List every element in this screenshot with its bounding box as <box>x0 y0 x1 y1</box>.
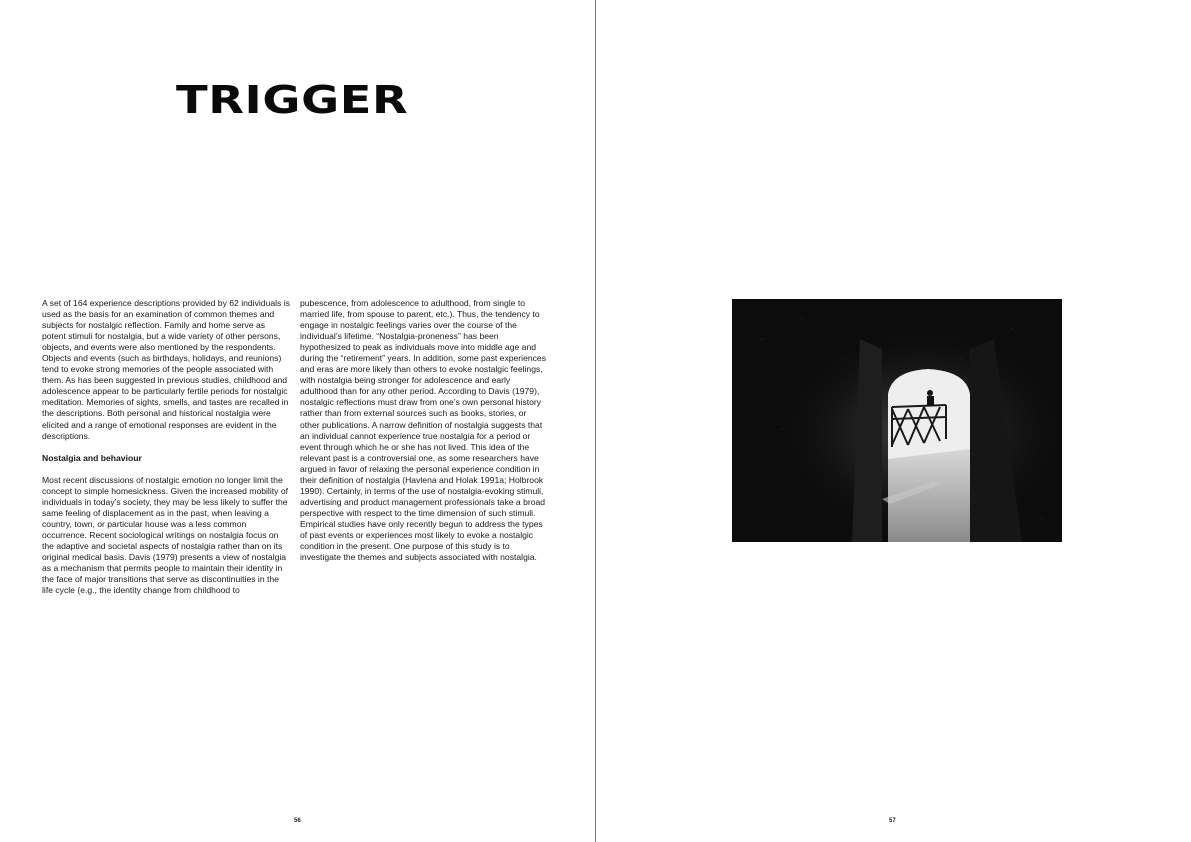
spread-gutter-divider <box>595 0 596 842</box>
body-paragraph-right: pubescence, from adolescence to adulthood, from single to married life, from spouse to parent, etc.). Thus, the tendency to engage in nostalgic feelings varies over the course of the individual’s lifetime. “Nostalgia-proneness” has been hypothesized to peak as individuals move into middle age and during the “retirement” years. In addition, some past experiences and eras are more likely than others to evoke nostalgic feelings, with nostalgia being stronger for adolescence and early adulthood than for any other period. According to Davis (1979), nostalgic reflections must draw from one’s own personal history rather than from external sources such as books, stories, or other publications. A narrow definition of nostalgia suggests that an individual cannot experience true nostalgia for a period or event through which he or she has not lived. This idea of the relevant past is a controversial one, as some researchers have argued in favor of relaxing the personal experience condition in their definition of nostalgia (Havlena and Holak 1991a; Holbrook 1990). Certainly, in terms of the use of nostalgia-evoking stimuli, advertising and product management professionals take a broad perspective with respect to the time dimension of such stimuli. Empirical studies have only recently begun to address the types of past events or experiences most likely to evoke a nostalgic condition in the present. One purpose of this study is to investigate the themes and subjects associated with nostalgia. <box>300 298 547 563</box>
section-subheading: Nostalgia and behaviour <box>42 452 142 463</box>
text-column-right <box>300 298 548 563</box>
text-column-left <box>42 298 290 596</box>
page-title: TRIGGER <box>176 78 409 122</box>
page-number-left: 56 <box>294 818 301 824</box>
intro-paragraph: A set of 164 experience descriptions provided by 62 individuals is used as the basis for an examination of common themes and subjects for nostalgic reflection. Family and home serve as potent stimuli for nostalgia, but a wide variety of other persons, objects, and events were also mentioned by the respondents. Objects and events (such as birthdays, holidays, and reunions) tend to evoke strong memories of the people associated with them. As has been suggested in previous studies, childhood and adolescence appear to be particularly fertile periods for nostalgic meditation. Memories of sights, smells, and tastes are recalled in the descriptions. Both personal and historical nostalgia were elicited and a range of emotional responses are evident in the descriptions. <box>42 298 290 441</box>
photo-illustration <box>732 299 1062 542</box>
page-number-right: 57 <box>889 818 896 824</box>
body-paragraph-left: Most recent discussions of nostalgic emotion no longer limit the concept to simple homesickness. Given the increased mobility of individuals in today’s society, they may be less likely to suffer the same feeling of displacement as in the past, when leaving a country, town, or particular house was a less common occurrence. Recent sociological writings on nostalgia focus on the adaptive and societal aspects of nostalgia rather than on its original medical basis. Davis (1979) presents a view of nostalgia as a mechanism that permits people to maintain their identity in the face of major transitions that serve as discontinuities in the life cycle (e.g., the identity change from childhood to <box>42 474 288 596</box>
photo-underpass <box>732 299 1062 542</box>
